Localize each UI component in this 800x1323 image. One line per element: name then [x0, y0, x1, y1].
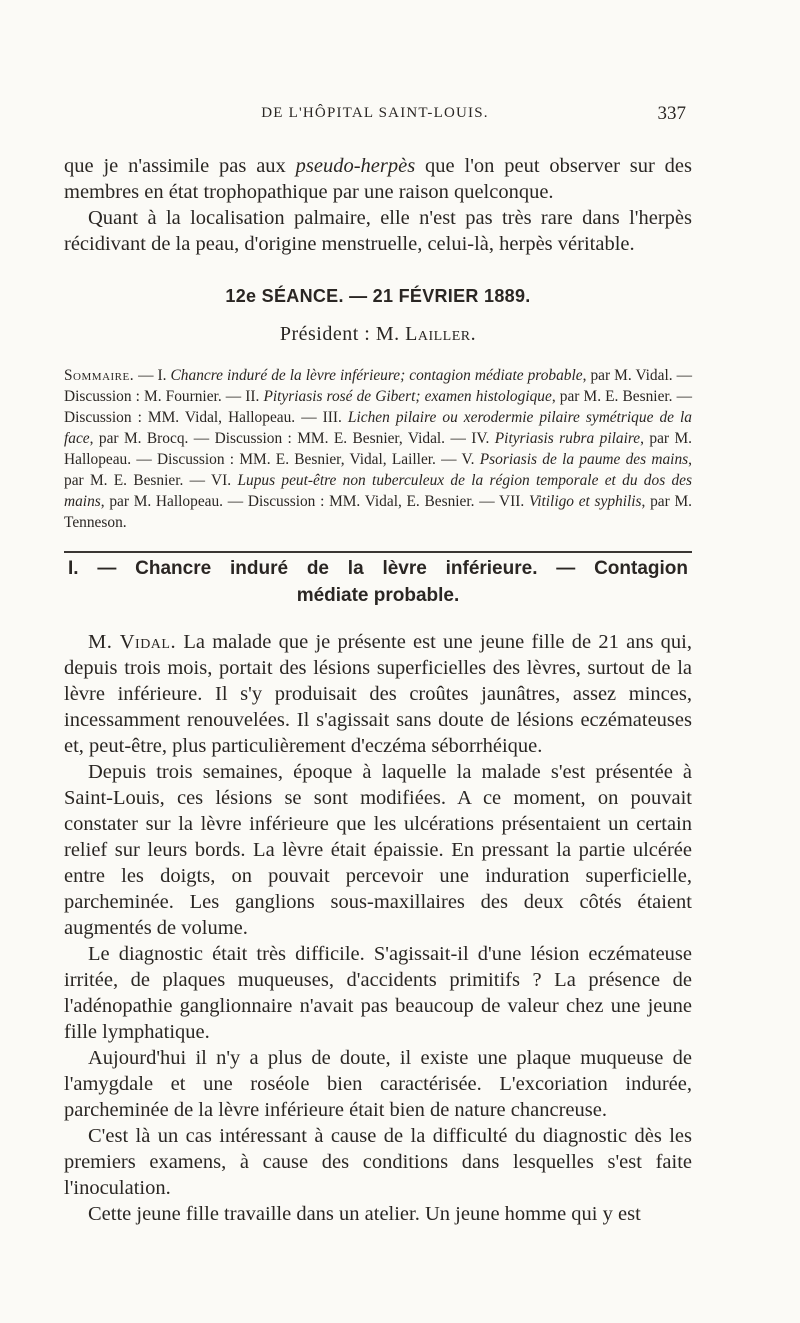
main-paragraph-2: Depuis trois semaines, époque à laquelle la malade s'est présentée à Saint-Louis, ces lésions se sont modifiées. A ce moment, on pouvait constater sur la lèvre inférieure que les ulcérations présentaient un certain relief sur leurs bords. La lèvre était épaissie. En pressant la partie ulcérée entre les doigts, on pouvait percevoir une induration superficielle, parcheminée. Les ganglions sous-maxillaires des deux côtés étaient augmentés de volume.: [64, 761, 692, 939]
section-title: I. — Chancre induré de la lèvre inférieure. — Contagion médiate probable.: [68, 558, 688, 606]
main-paragraph-1: M. Vidal. La malade que je présente est une jeune fille de 21 ans qui, depuis trois mois, portait des lésions superficielles des lèvres, surtout de la lèvre inférieure. Il s'y produisait des croûtes jaunâtres, assez minces, incessamment renouvelées. Il s'agissait sans doute de lésions eczémateuses et, peut-être, plus particulièrement d'eczéma séborrhéique.: [64, 631, 692, 757]
president-line: Président : M. Lailler.: [279, 323, 477, 345]
page-number: 337: [657, 103, 686, 124]
pseudo-herpes-term: pseudo-herpès: [295, 155, 416, 177]
running-title: DE L'HÔPITAL SAINT-LOUIS.: [261, 105, 489, 121]
main-paragraph-6: Cette jeune fille travaille dans un atelier. Un jeune homme qui y est: [88, 1203, 641, 1225]
president-name: Lailler.: [405, 323, 477, 345]
seance-heading: 12e SÉANCE. — 21 FÉVRIER 1889.: [225, 286, 531, 306]
intro-paragraph-2: Quant à la localisation palmaire, elle n'est pas très rare dans l'herpès récidivant de la peau, d'origine menstruelle, celui-là, herpès véritable.: [64, 207, 692, 255]
main-paragraph-4: Aujourd'hui il n'y a plus de doute, il existe une plaque muqueuse de l'amygdale et une roséole bien caractérisée. L'excoriation indurée, parcheminée de la lèvre inférieure était bien de nature chancreuse.: [64, 1047, 692, 1121]
main-paragraph-3: Le diagnostic était très difficile. S'agissait-il d'une lésion eczémateuse irritée, de plaques muqueuses, d'accidents primitifs ? La présence de l'adénopathie ganglionnaire n'avait pas beaucoup de valeur chez une jeune fille lymphatique.: [64, 943, 692, 1043]
main-paragraph-5: C'est là un cas intéressant à cause de la difficulté du diagnostic dès les premiers examens, à cause des conditions dans lesquelles s'est faite l'inoculation.: [64, 1125, 692, 1199]
sommaire: Sommaire. — I. Chancre induré de la lèvre inférieure; contagion médiate probable, par M. Vidal. — Discussion : M. Fournier. — II. Pityriasis rosé de Gibert; examen histologique, par M. E. Besnier. — Discussion : MM. Vidal, Hallopeau. — III. Lichen pilaire ou xerodermie pilaire symétrique de la face, par M. Brocq. — Discussion : MM. E. Besnier, Vidal. — IV. Pityriasis rubra pilaire, par M. Hallopeau. — Discussion : MM. E. Besnier, Vidal, Lailler. — V. Psoriasis de la paume des mains, par M. E. Besnier. — VI. Lupus peut-être non tuberculeux de la région temporale et du dos des mains, par M. Hallopeau. — Discussion : MM. Vidal, E. Besnier. — VII. Vitiligo et syphilis, par M. Tenneson.: [64, 367, 693, 531]
section-divider: [64, 551, 692, 553]
intro-paragraph-1: que je n'assimile pas aux pseudo-herpès que l'on peut observer sur des membres en état trophopathique par une raison quelconque.: [64, 155, 692, 203]
running-header: [64, 103, 686, 127]
sommaire-label: Sommaire.: [64, 367, 135, 384]
speaker-name: M. Vidal.: [88, 631, 177, 653]
page-body: [64, 153, 692, 1227]
